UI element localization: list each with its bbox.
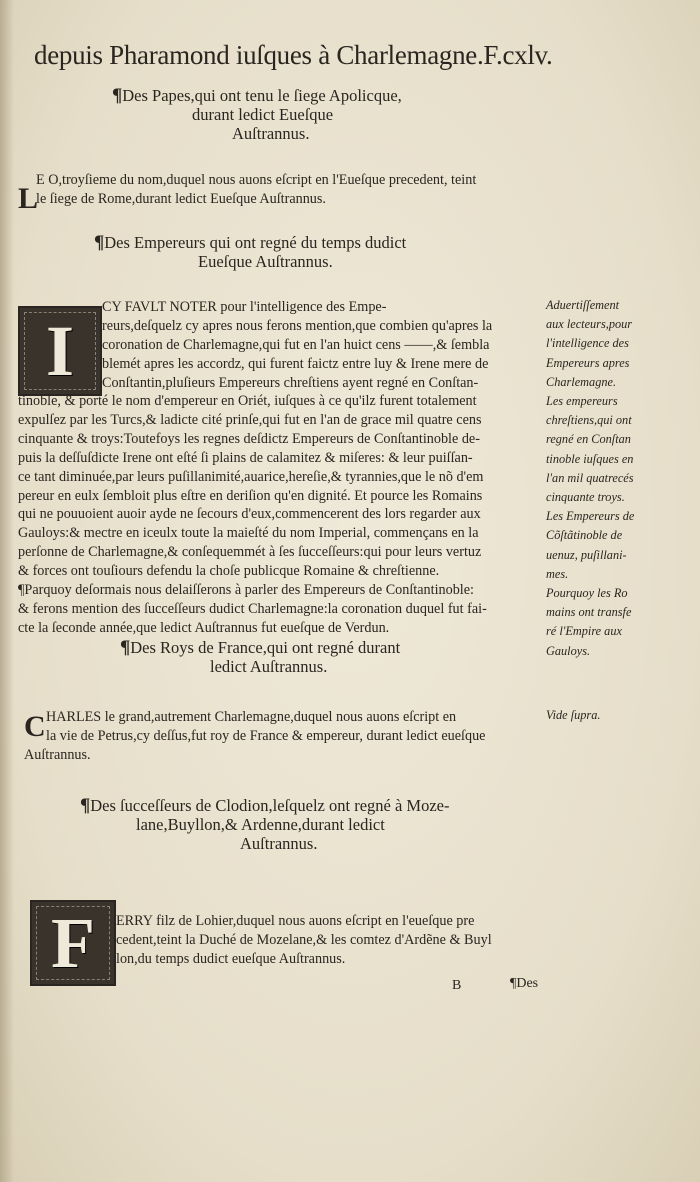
pilcrow-mark: ¶ bbox=[94, 232, 105, 253]
pilcrow-mark: ¶ bbox=[120, 637, 131, 658]
heading-empereurs: ¶Des Empereurs qui ont regné du temps dudict Eueſque Auſtrannus. bbox=[94, 232, 407, 271]
heading-papes: ¶Des Papes,qui ont tenu le ſiege Apolicque, durant ledict Eueſque Auſtrannus. bbox=[112, 85, 402, 143]
pilcrow-mark: ¶ bbox=[112, 85, 123, 106]
margin-note-charles: Vide ſupra. bbox=[546, 708, 601, 722]
signature-mark: B bbox=[452, 978, 462, 993]
page-gutter bbox=[0, 0, 14, 1182]
initial-L: L bbox=[18, 182, 39, 215]
heading-roys: ¶Des Roys de France,qui ont regné durant ledict Auſtrannus. bbox=[120, 637, 401, 676]
ornamental-initial-I: I bbox=[18, 306, 102, 396]
paragraph-ferry: ERRY filz de Lohier,duquel nous auons eſcript en l'eueſque pre cedent,teint la Duché de Mozelane,& les comtez d'Ardẽne & Buyl lon,du temps dudict eueſque Auſtrannus. bbox=[116, 913, 492, 967]
initial-C: C bbox=[24, 710, 46, 743]
paragraph-charles-end: Auſtrannus. bbox=[24, 747, 91, 763]
ornamental-initial-F: F bbox=[30, 900, 116, 986]
initial-ornament bbox=[36, 906, 110, 980]
running-head: depuis Pharamond iuſques à Charlemagne.F.cxlv. bbox=[34, 40, 553, 70]
catchword: ¶Des bbox=[510, 976, 539, 991]
heading-successeurs: ¶Des ſucceſſeurs de Clodion,leſquelz ont regné à Moze- lane,Buyllon,& Ardenne,durant ledict Auſtrannus. bbox=[80, 795, 450, 853]
paragraph-charles: HARLES le grand,autrement Charlemagne,duquel nous auons eſcript en la vie de Petrus,cy deſſus,fut roy de France & empereur, durant ledict eueſque bbox=[46, 709, 486, 744]
pilcrow-mark: ¶ bbox=[80, 795, 91, 816]
initial-ornament bbox=[24, 312, 96, 390]
paragraph-icy-body: tinoble, & porté le nom d'empereur en Oriét, iuſques à ce qu'ilz furent totalement expulſez par les Turcs,& ladicte cité prinſe,qui fut en l'an de grace mil quatre cens cinquante & troys:Toutefoys les regnes deſdictz Empereurs de Conſtantinoble de- puis la deſſuſdicte Irene ont eſté ſi plains de calamitez & miſeres: & leur puiſſan- ce tant diminuée,par leurs puſillanimité,auarice,hereſie,& tyrannies,que le nõ d'em pereur en eulx ſembloit plus eſtre en deriſion qu'en dignité. Et pource les Romains qui ne pouuoient auoir ayde ne ſecours d'eux,commencerent des lors regarder aux Gauloys:& mectre en iceulx toute la maieſté du nom Imperial, commençans en la perſonne de Charlemagne,& conſequemmét à ſes ſucceſſeurs:qui pour leurs vertuz & forces ont touſiours defendu la choſe publicque Romaine & chreſtienne. ¶Parquoy deſormais nous delaiſſerons à parler des Empereurs de Conſtantinoble: & ferons mention des ſucceſſeurs dudict Charlemagne:la coronation duquel fut fai- cte la ſeconde année,que ledict Auſtrannus fut eueſque de Verdun. bbox=[18, 393, 487, 636]
paragraph-leo: E O,troyſieme du nom,duquel nous auons eſcript en l'Eueſque precedent, teint le ſiege de Rome,durant ledict Eueſque Auſtrannus. bbox=[36, 172, 477, 207]
paragraph-icy-top: CY FAVLT NOTER pour l'intelligence des Empe- reurs,deſquelz cy apres nous ferons mention,que combien qu'apres la coronation de Charlemagne,qui fut en l'an huict cens ——,& ſembla blemét apres les accordz, qui furent faictz entre luy & Irene mere de Conſtantin,pluſieurs Empereurs chreſtiens ayent regné en Conſtan- bbox=[102, 299, 493, 391]
margin-notes-icy: Aduertiſſement aux lecteurs,pour l'intelligence des Empereurs apres Charlemagne. Les empereurs chreſtiens,qui ont regné en Conſtan tinoble iuſques en l'an mil quatrecés cinquante troys. Les Empereurs de Cõſtãtinoble de uenuz, puſillani- mes. Pourquoy les Ro mains ont transfe ré l'Empire aux Gauloys. bbox=[546, 298, 635, 658]
